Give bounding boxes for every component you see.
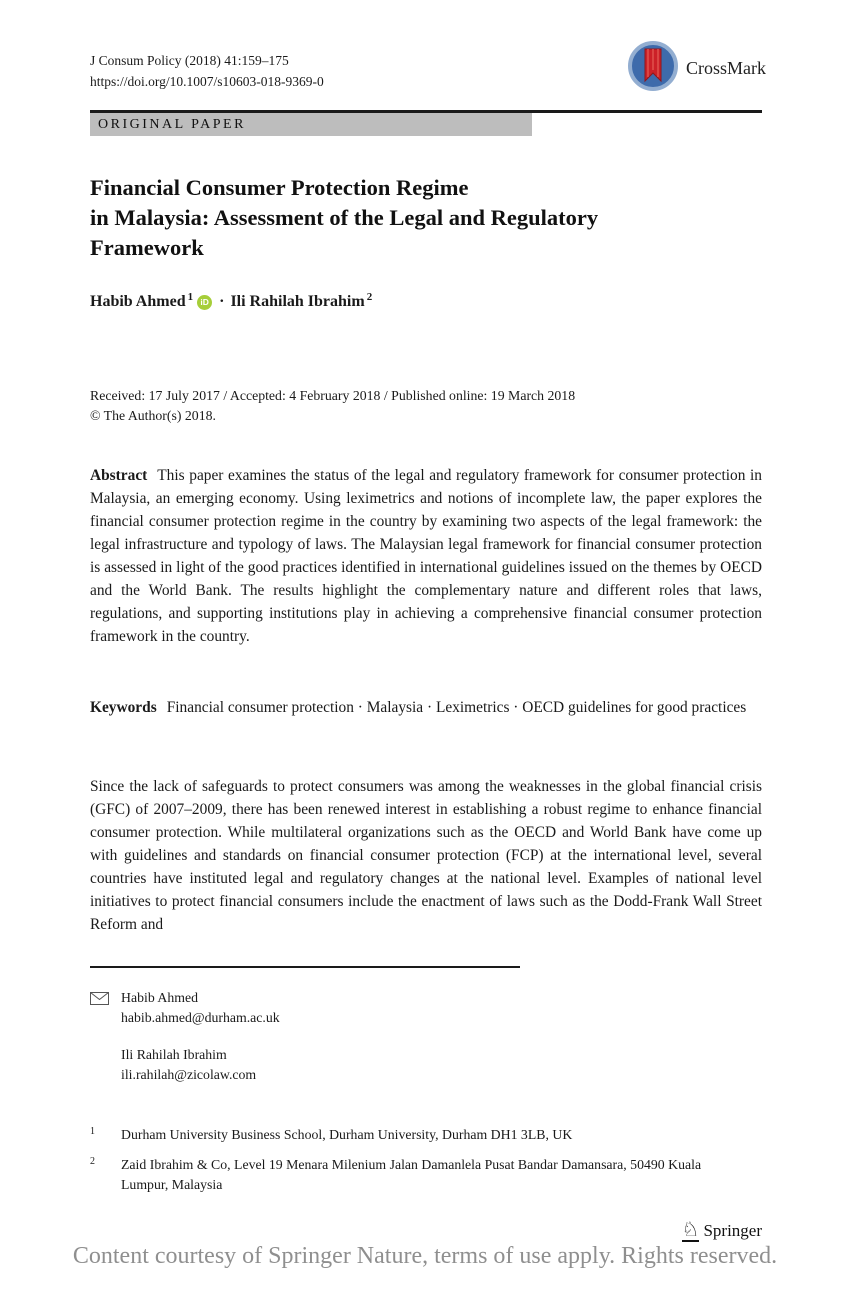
article-type-label: ORIGINAL PAPER (98, 116, 246, 132)
affiliation-text: Durham University Business School, Durham University, Durham DH1 3LB, UK (121, 1127, 573, 1142)
author-line (90, 293, 372, 311)
correspondence-block (90, 988, 710, 1102)
affiliation-text: Zaid Ibrahim & Co, Level 19 Menara Milenium Jalan Damanlela Pusat Bandar Damansara, 50490 Kuala Lumpur, Malaysia (121, 1157, 702, 1192)
affiliation-entry (90, 1155, 750, 1195)
springer-logo-label: Springer (703, 1221, 762, 1240)
abstract-section (90, 464, 762, 648)
author-email[interactable]: ili.rahilah@zicolaw.com (121, 1067, 257, 1082)
content-courtesy-watermark: Content courtesy of Springer Nature, terms of use apply. Rights reserved. (72, 1243, 778, 1269)
page-title (90, 173, 598, 263)
corresponding-author-name: Habib Ahmed (121, 990, 199, 1005)
correspondence-entry (90, 1045, 710, 1085)
title-line: Framework (90, 235, 204, 260)
author-separator: · (219, 293, 225, 310)
abstract-text: This paper examines the status of the legal and regulatory framework for consumer protection in Malaysia, an emerging economy. Using leximetrics and notions of incomplete law, the paper explores the financial consumer protection regime in the country by examining two aspects of the legal framework: the legal infrastructure and typology of laws. The Malaysian legal framework for financial consumer protection is assessed in light of the good practices identified in international guidelines issued on the themes by OECD and the World Bank. The results highlight the complementary nature and different roles that laws, regulations, and supporting institutions play in achieving a comprehensive financial consumer protection framework in the country. (90, 467, 762, 645)
journal-header (90, 50, 324, 92)
affiliation-entry (90, 1125, 750, 1145)
keywords-text: Financial consumer protection · Malaysia · Leximetrics · OECD guidelines for good practices (166, 699, 747, 716)
copyright-line: © The Author(s) 2018. (90, 408, 216, 423)
crossmark-badge[interactable] (627, 40, 766, 97)
body-paragraph (90, 775, 762, 936)
received-accepted-line: Received: 17 July 2017 / Accepted: 4 February 2018 / Published online: 19 March 2018 (90, 388, 576, 403)
affiliation-number: 1 (90, 1126, 95, 1137)
doi-link[interactable]: https://doi.org/10.1007/s10603-018-9369-0 (90, 74, 324, 89)
correspondence-entry (90, 988, 710, 1028)
keywords-heading: Keywords (90, 699, 157, 716)
envelope-icon-placeholder (90, 1045, 109, 1085)
author-affil-marker-1: 1 (187, 291, 194, 303)
author-name-2: Ili Rahilah Ibrahim (230, 293, 365, 310)
affiliation-number: 2 (90, 1156, 95, 1167)
corresponding-author-email[interactable]: habib.ahmed@durham.ac.uk (121, 1010, 280, 1025)
envelope-icon (90, 988, 109, 1028)
footnote-rule (90, 966, 520, 968)
springer-horse-icon: ♘ (681, 1219, 700, 1241)
article-type-banner (90, 113, 532, 136)
springer-logo (682, 1220, 762, 1242)
title-line: Financial Consumer Protection Regime (90, 175, 469, 200)
abstract-heading: Abstract (90, 467, 148, 484)
body-text: Since the lack of safeguards to protect consumers was among the weaknesses in the global financial crisis (GFC) of 2007–2009, there has been renewed interest in establishing a robust regime to enhance financial consumer protection. While multilateral organizations such as the OECD and World Bank have come up with guidelines and standards on financial consumer protection (FCP) at the international level, several countries have instituted legal and regulatory changes at the national level. Examples of national level initiatives to protect financial consumers include the enactment of laws such as the Dodd-Frank Wall Street Reform and (90, 778, 762, 933)
author-affil-marker-2: 2 (366, 291, 373, 303)
author-name-1: Habib Ahmed (90, 293, 186, 310)
crossmark-icon (627, 40, 679, 97)
correspondence-details (121, 1045, 256, 1085)
keywords-section (90, 696, 762, 719)
journal-citation: J Consum Policy (2018) 41:159–175 (90, 53, 289, 68)
orcid-icon[interactable]: iD (197, 295, 212, 310)
author-name: Ili Rahilah Ibrahim (121, 1047, 227, 1062)
affiliations-block (90, 1125, 750, 1205)
crossmark-label: CrossMark (686, 58, 766, 78)
publication-history (90, 386, 575, 426)
title-line: in Malaysia: Assessment of the Legal and Regulatory (90, 205, 599, 230)
correspondence-details (121, 988, 280, 1028)
